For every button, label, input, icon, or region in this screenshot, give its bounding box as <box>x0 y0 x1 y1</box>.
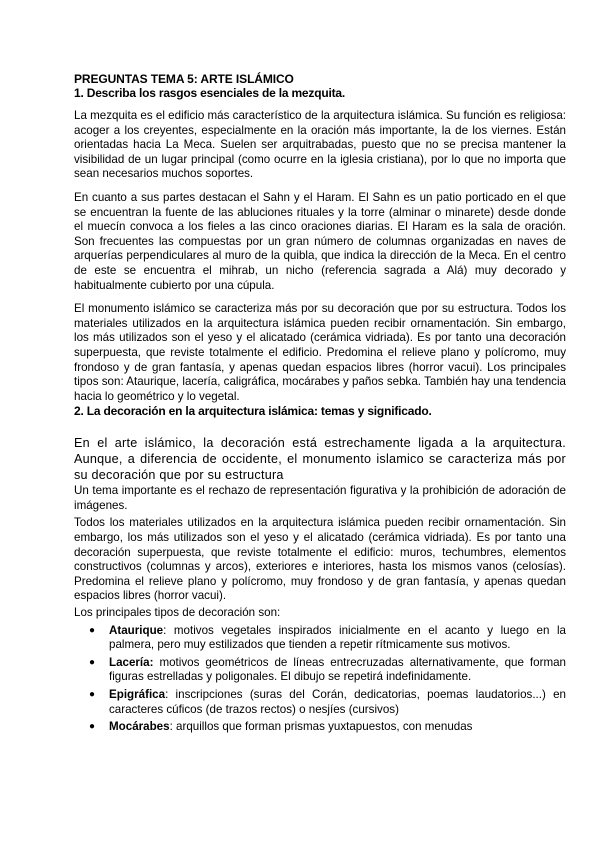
question-2-paragraph-2: Un tema importante es el rechazo de representación figurativa y la prohibición de adoración de imágenes. <box>74 484 566 512</box>
list-item-text: motivos geométricos de líneas entrecruzadas alternativamente, que forman figuras estrelladas y poligonales. El dibujo se repetirá indefinidamente. <box>109 655 566 684</box>
bullet-icon: ● <box>89 721 96 733</box>
question-1-paragraph-2: En cuanto a sus partes destacan el Sahn y el Haram. El Sahn es un patio porticado en el que se encuentran la fuente de las abluciones rituales y la torre (alminar o minarete) desde donde el muecín convoca a los fieles a las cinco oraciones diarias. El Haram es la sala de oración. Son frecuentes las compuestas por un gran número de columnas organizadas en naves de arquerías perpendiculares al muro de la quibla, que indica la dirección de la Meca. En el centro de este se encuentra el mihrab, un nicho (referencia sagrada a Alá) muy decorado y habitualmente cubierto por una cúpula. <box>74 190 566 292</box>
list-item <box>74 656 566 685</box>
document-title: PREGUNTAS TEMA 5: ARTE ISLÁMICO <box>74 72 294 86</box>
list-item-term: Epigráfica <box>109 688 166 701</box>
question-2-paragraph-3: Todos los materiales utilizados en la arquitectura islámica pueden recibir ornamentación. Sin embargo, los más utilizados son el yeso y el alicatado (cerámica vidriada). Es por tanto una decoración superpuesta, que reviste totalmente el edificio: muros, techumbres, elementos constructivos (columnas y arcos), exteriores e interiores, hasta los mismos vanos (celosías). Predomina el relieve plano y polícromo, muy frondoso y de gran fantasía, y apenas quedan espacios libres (horror vacui). <box>74 516 566 603</box>
question-2-paragraph-1: En el arte islámico, la decoración está estrechamente ligada a la arquitectura. Aunque, a diferencia de occidente, el monumento islamico se caracteriza más por su decoración que por su estructura <box>74 436 566 483</box>
list-item-text: : arquillos que forman prismas yuxtapuestos, con menudas <box>169 720 473 734</box>
list-item-text: : inscripciones (suras del Corán, dedicatorias, poemas laudatorios...) en caracteres cúficos (de trazos rectos) o nesjíes (cursivos) <box>109 688 566 716</box>
list-item <box>74 624 566 653</box>
bullet-icon: ● <box>89 624 96 636</box>
list-item <box>74 720 566 735</box>
list-item-text: : motivos vegetales inspirados inicialmente en el acanto y luego en la palmera, pero muy estilizados que tienden a repetir rítmicamente sus motivos. <box>109 623 566 652</box>
question-2-heading: 2. La decoración en la arquitectura islámica: temas y significado. <box>74 404 432 419</box>
question-1-paragraph-1: La mezquita es el edificio más característico de la arquitectura islámica. Su función es religiosa: acoger a los creyentes, especialmente en la oración más importante, la de los viernes. Están orientadas hacia La Meca. Suelen ser arquitrabadas, puesto que no se precisa mantener la visibilidad de un lugar principal (como ocurre en la iglesia cristiana), por lo que no importa que sean necesarios muchos soportes. <box>74 109 566 181</box>
question-1-heading: 1. Describa los rasgos esenciales de la mezquita. <box>74 86 345 100</box>
bullet-icon: ● <box>89 689 96 700</box>
decoration-types-intro: Los principales tipos de decoración son: <box>74 606 281 620</box>
question-1-paragraph-3: El monumento islámico se caracteriza más por su decoración que por su estructura. Todos los materiales utilizados en la arquitectura islámica pueden recibir ornamentación. Sin embargo, los más utilizados son el yeso y el alicatado (cerámica vidriada). Es por tanto una decoración superpuesta, que reviste totalmente el edificio. Predomina el relieve plano y polícromo, muy frondoso y de gran fantasía, y apenas quedan espacios libres (horror vacui). Los principales tipos son: Ataurique, lacería, caligráfica, mocárabes y paños sebka. También hay una tendencia hacia lo geométrico y lo vegetal. <box>74 302 566 403</box>
bullet-icon: ● <box>89 656 96 668</box>
list-item-term: Ataurique <box>109 623 164 637</box>
list-item <box>74 688 566 717</box>
list-item-term: Lacería: <box>109 655 154 669</box>
list-item-term: Mocárabes <box>109 720 170 734</box>
decoration-types-list <box>74 624 566 735</box>
